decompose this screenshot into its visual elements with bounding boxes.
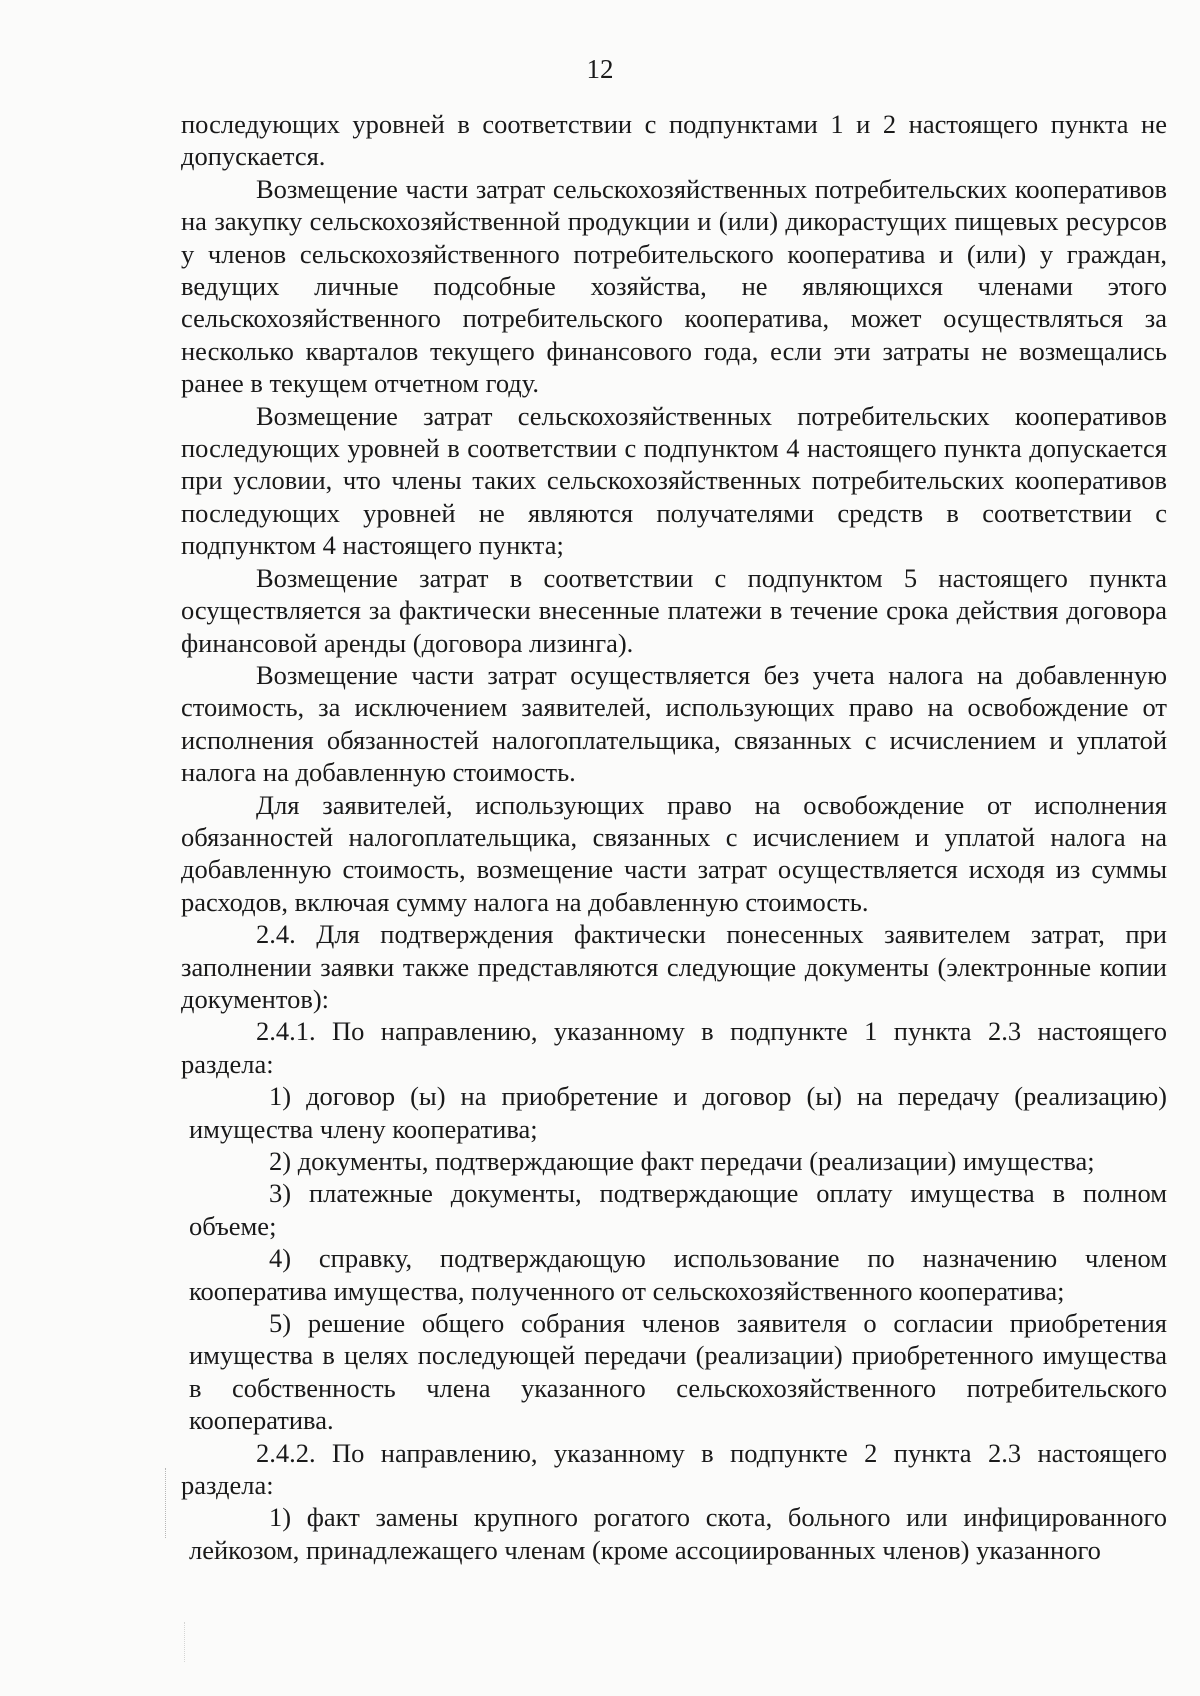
- paragraph-2-4-2: 2.4.2. По направлению, указанному в подпункте 2 пункта 2.3 настоящего раздела:: [181, 1437, 1167, 1501]
- paragraph-leasing: Возмещение затрат в соответствии с подпунктом 5 настоящего пункта осуществляется за фактически внесенные платежи в течение срока действия договора финансовой аренды (договора лизинга).: [181, 562, 1167, 658]
- list-item: 1) факт замены крупного рогатого скота, больного или инфицированного лейкозом, принадлежащего членам (кроме ассоциированных членов) указанного: [189, 1502, 1167, 1565]
- paragraph-continuation: последующих уровней в соответствии с подпунктами 1 и 2 настоящего пункта не допускается.: [181, 109, 1167, 172]
- paragraph-subsequent-levels: Возмещение затрат сельскохозяйственных потребительских кооперативов последующих уровней в соответствии с подпунктом 4 настоящего пункта допускается при условии, что члены таких сельскохозяйственных потребительских кооперативов последующих уровней не являются получателями средств в соответствии с подпунктом 4 настоящего пункта;: [181, 400, 1167, 561]
- paragraph-2-4-1: 2.4.1. По направлению, указанному в подпункте 1 пункта 2.3 настоящего раздела:: [181, 1016, 1167, 1079]
- paragraph-vat-excluded: Возмещение части затрат осуществляется без учета налога на добавленную стоимость, за исключением заявителей, использующих право на освобождение от исполнения обязанностей налогоплательщика, связанных с исчислением и уплатой налога на добавленную стоимость.: [181, 659, 1167, 788]
- list-item: 2) документы, подтверждающие факт передачи (реализации) имущества;: [269, 1146, 1095, 1176]
- document-body: [181, 108, 1167, 1566]
- paragraph-2-4: 2.4. Для подтверждения фактически понесенных заявителем затрат, при заполнении заявки также представляются следующие документы (электронные копии документов):: [181, 919, 1167, 1014]
- scan-artifact: [184, 1622, 187, 1662]
- paragraph-reimbursement-period: Возмещение части затрат сельскохозяйственных потребительских кооперативов на закупку сельскохозяйственной продукции и (или) дикорастущих пищевых ресурсов у членов сельскохозяйственного потребительского кооператива и (или) у граждан, ведущих личные подсобные хозяйства, не являющихся членами этого сельскохозяйственного потребительского кооператива, может осуществляться за несколько кварталов текущего финансового года, если эти затраты не возмещались ранее в текущем отчетном году.: [181, 173, 1167, 399]
- paragraph-vat-included: Для заявителей, использующих право на освобождение от исполнения обязанностей налогоплательщика, связанных с исчислением и уплатой налога на добавленную стоимость, возмещение части затрат осуществляется исходя из суммы расходов, включая сумму налога на добавленную стоимость.: [181, 789, 1167, 917]
- list-item: 1) договор (ы) на приобретение и договор (ы) на передачу (реализацию) имущества члену кооператива;: [189, 1081, 1167, 1144]
- list-item: 5) решение общего собрания членов заявителя о согласии приобретения имущества в целях последующей передачи (реализации) приобретенного имущества в собственность члена указанного сельскохозяйственного потребительского кооператива.: [189, 1308, 1167, 1436]
- list-item: 4) справку, подтверждающую использование по назначению членом кооператива имущества, полученного от сельскохозяйственного кооператива;: [189, 1243, 1167, 1306]
- page-number: 12: [586, 54, 614, 84]
- scan-artifact: [165, 1468, 169, 1538]
- list-item: 3) платежные документы, подтверждающие оплату имущества в полном объеме;: [189, 1178, 1167, 1241]
